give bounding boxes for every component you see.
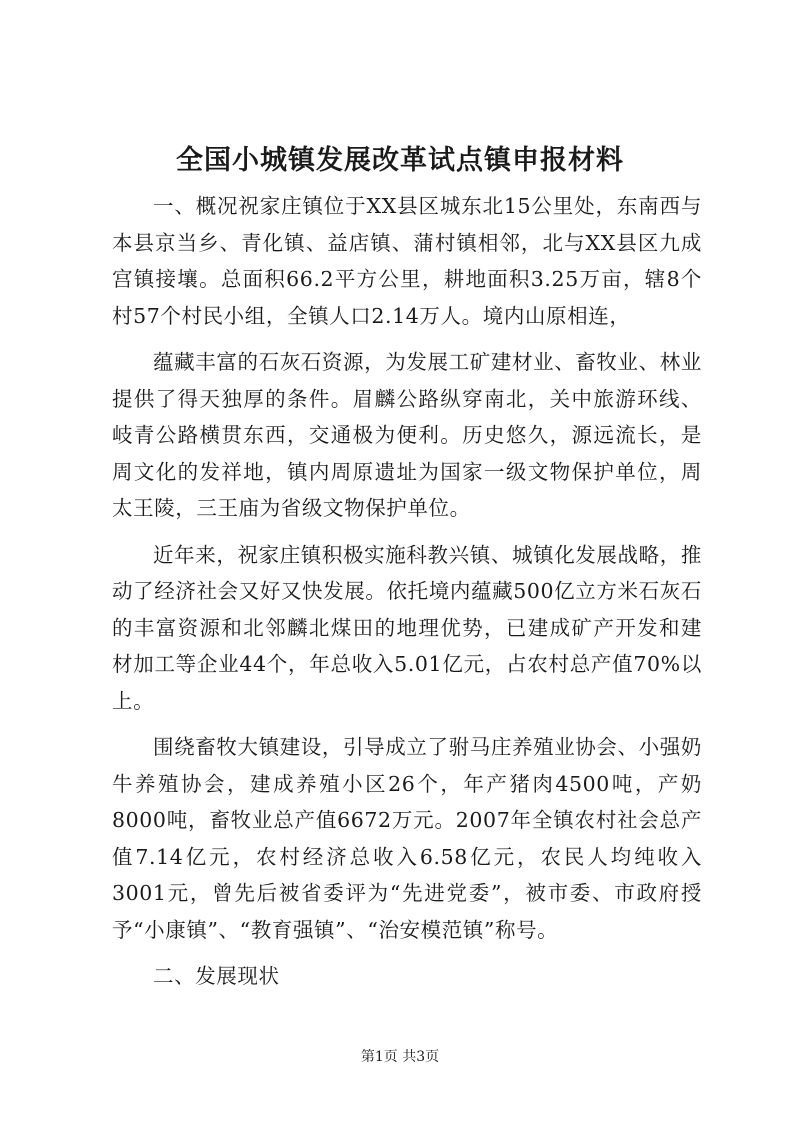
section-heading-status: 二、发展现状 (153, 964, 280, 988)
document-title: 全国小城镇发展改革试点镇申报材料 (176, 145, 624, 176)
document-body (112, 188, 702, 995)
page-number-footer: 第1页 共3页 (360, 1049, 440, 1065)
paragraph-development: 近年来，祝家庄镇积极实施科教兴镇、城镇化发展战略，推动了经济社会又好又快发展。依托境内蕴藏500亿立方米石灰石的丰富资源和北邻麟北煤田的地理优势，已建成矿产开发和建材加工等企业44个，年总收入5.01亿元，占农村总产值70%以上。 (112, 542, 702, 713)
paragraph-overview: 一、概况祝家庄镇位于XX县区城东北15公里处，东南西与本县京当乡、青化镇、益店镇、蒲村镇相邻，北与XX县区九成宫镇接壤。总面积66.2平方公里，耕地面积3.25万亩，辖8个村57个村民小组，全镇人口2.14万人。境内山原相连， (112, 194, 702, 328)
paragraph-resources: 蕴藏丰富的石灰石资源，为发展工矿建材业、畜牧业、林业提供了得天独厚的条件。眉麟公路纵穿南北，关中旅游环线、岐青公路横贯东西，交通极为便利。历史悠久，源远流长，是周文化的发祥地，镇内周原遗址为国家一级文物保护单位，周太王陵，三王庙为省级文物保护单位。 (112, 350, 702, 520)
paragraph-livestock: 围绕畜牧大镇建设，引导成立了驸马庄养殖业协会、小强奶牛养殖协会，建成养殖小区26个，年产猪肉4500吨，产奶8000吨，畜牧业总产值6672万元。2007年全镇农村社会总产值7.14亿元，农村经济总收入6.58亿元，农民人均纯收入3001元，曾先后被省委评为“先进党委”，被市委、市政府授予“小康镇”、“教育强镇”、“治安模范镇”称号。 (112, 735, 702, 942)
